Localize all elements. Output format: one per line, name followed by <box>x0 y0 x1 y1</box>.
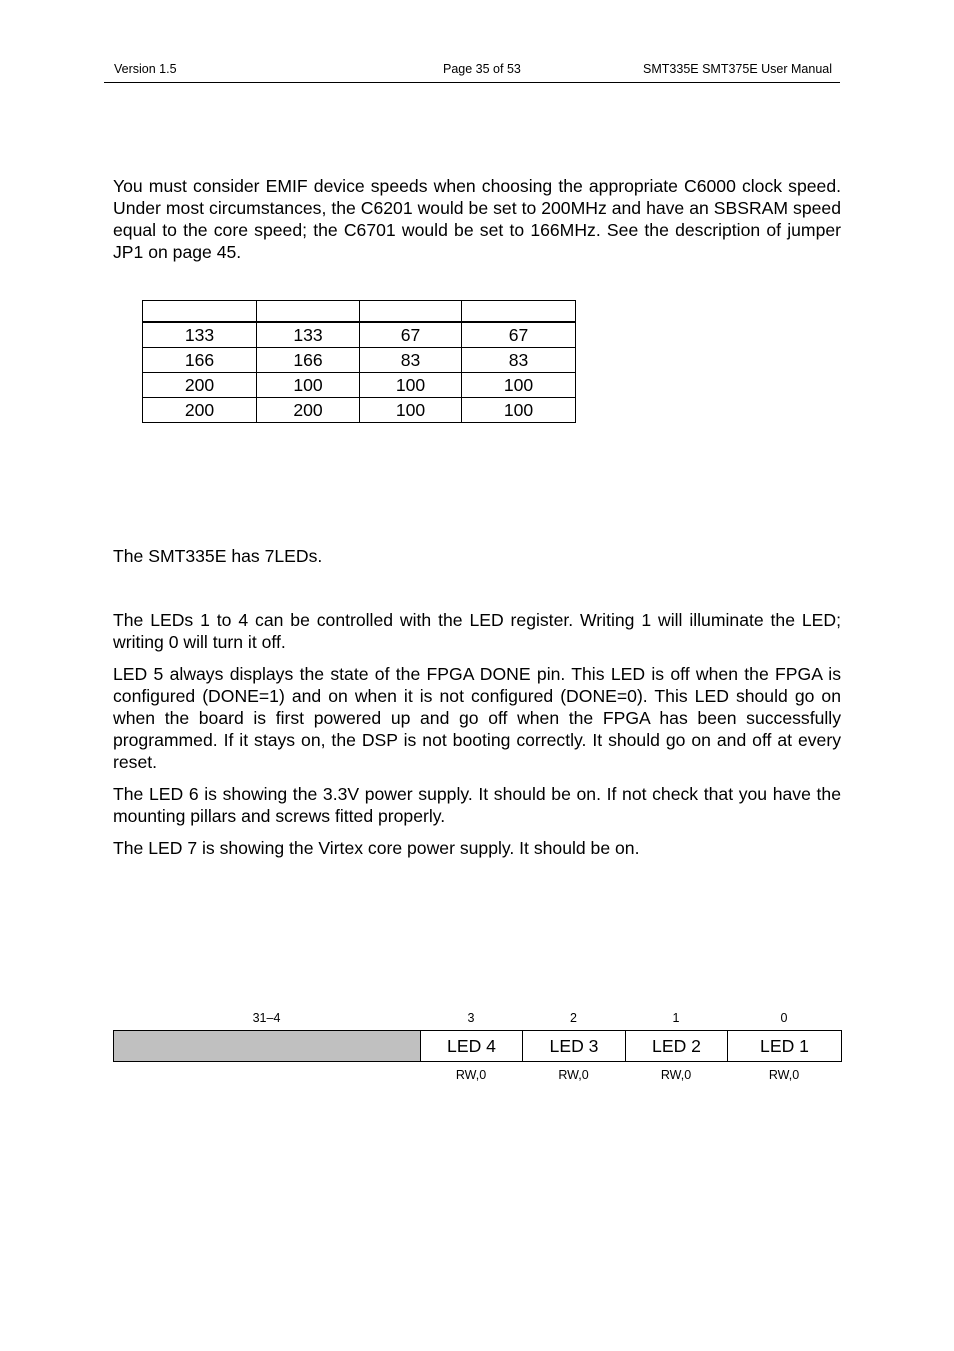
access-label: RW,0 <box>660 1068 692 1082</box>
clock-speed-table <box>142 300 576 423</box>
table-cell: 67 <box>360 322 462 348</box>
table-header-row <box>143 301 576 323</box>
table-row <box>143 348 576 373</box>
bit-number-label: 1 <box>672 1011 680 1025</box>
page-number: Page 35 of 53 <box>443 62 521 76</box>
bit-number-label: 0 <box>780 1011 788 1025</box>
table-row <box>143 322 576 348</box>
access-label: RW,0 <box>455 1068 487 1082</box>
version-label: Version 1.5 <box>114 62 177 76</box>
table-cell: 166 <box>143 348 257 373</box>
led3-bit-field: LED 3 <box>522 1030 626 1062</box>
table-cell: 100 <box>257 373 360 398</box>
table-cell: 83 <box>360 348 462 373</box>
table-header-cell <box>257 301 360 323</box>
table-cell: 200 <box>143 373 257 398</box>
table-cell: 200 <box>143 398 257 423</box>
table-row <box>143 398 576 423</box>
manual-title: SMT335E SMT375E User Manual <box>643 62 832 76</box>
led7-paragraph: The LED 7 is showing the Virtex core power supply. It should be on. <box>113 838 640 858</box>
led6-paragraph: The LED 6 is showing the 3.3V power supply. It should be on. If not check that you have the mounting pillars and screws fitted properly. <box>113 784 841 826</box>
table-header-cell <box>462 301 576 323</box>
table-header-cell <box>143 301 257 323</box>
bit-range-label: 31–4 <box>252 1011 281 1025</box>
table-cell: 83 <box>462 348 576 373</box>
table-cell: 100 <box>462 398 576 423</box>
access-label: RW,0 <box>558 1068 589 1082</box>
table-row <box>143 373 576 398</box>
table-cell: 100 <box>360 373 462 398</box>
table-cell: 166 <box>257 348 360 373</box>
led1-bit-field: LED 1 <box>727 1030 842 1062</box>
table-cell: 67 <box>462 322 576 348</box>
emif-paragraph: You must consider EMIF device speeds when choosing the appropriate C6000 clock speed. Under most circumstances, the C6201 would be set to 200MHz and have an SBSRAM speed equal to the core speed; the C6701 would be set to 166MHz. See the description of jumper JP1 on page 45. <box>113 176 841 262</box>
led5-paragraph: LED 5 always displays the state of the FPGA DONE pin. This LED is off when the FPGA is configured (DONE=1) and on when it is not configured (DONE=0). This LED should go on when the board is first powered up and go off when the FPGA has been successfully programmed. If it stays on, the DSP is not booting correctly. It should go on and off at every reset. <box>113 664 841 772</box>
table-cell: 133 <box>143 322 257 348</box>
led4-bit-field: LED 4 <box>420 1030 523 1062</box>
page-header <box>104 60 840 83</box>
led2-bit-field: LED 2 <box>625 1030 728 1062</box>
access-label: RW,0 <box>768 1068 800 1082</box>
bit-number-label: 2 <box>570 1011 577 1025</box>
reserved-bits-field <box>113 1030 421 1062</box>
table-cell: 100 <box>360 398 462 423</box>
table-cell: 200 <box>257 398 360 423</box>
table-cell: 100 <box>462 373 576 398</box>
bit-number-label: 3 <box>467 1011 475 1025</box>
table-cell: 133 <box>257 322 360 348</box>
led-register-paragraph: The LEDs 1 to 4 can be controlled with the LED register. Writing 1 will illuminate the LED; writing 0 will turn it off. <box>113 610 841 652</box>
table-header-cell <box>360 301 462 323</box>
leds-intro: The SMT335E has 7LEDs. <box>113 546 323 566</box>
